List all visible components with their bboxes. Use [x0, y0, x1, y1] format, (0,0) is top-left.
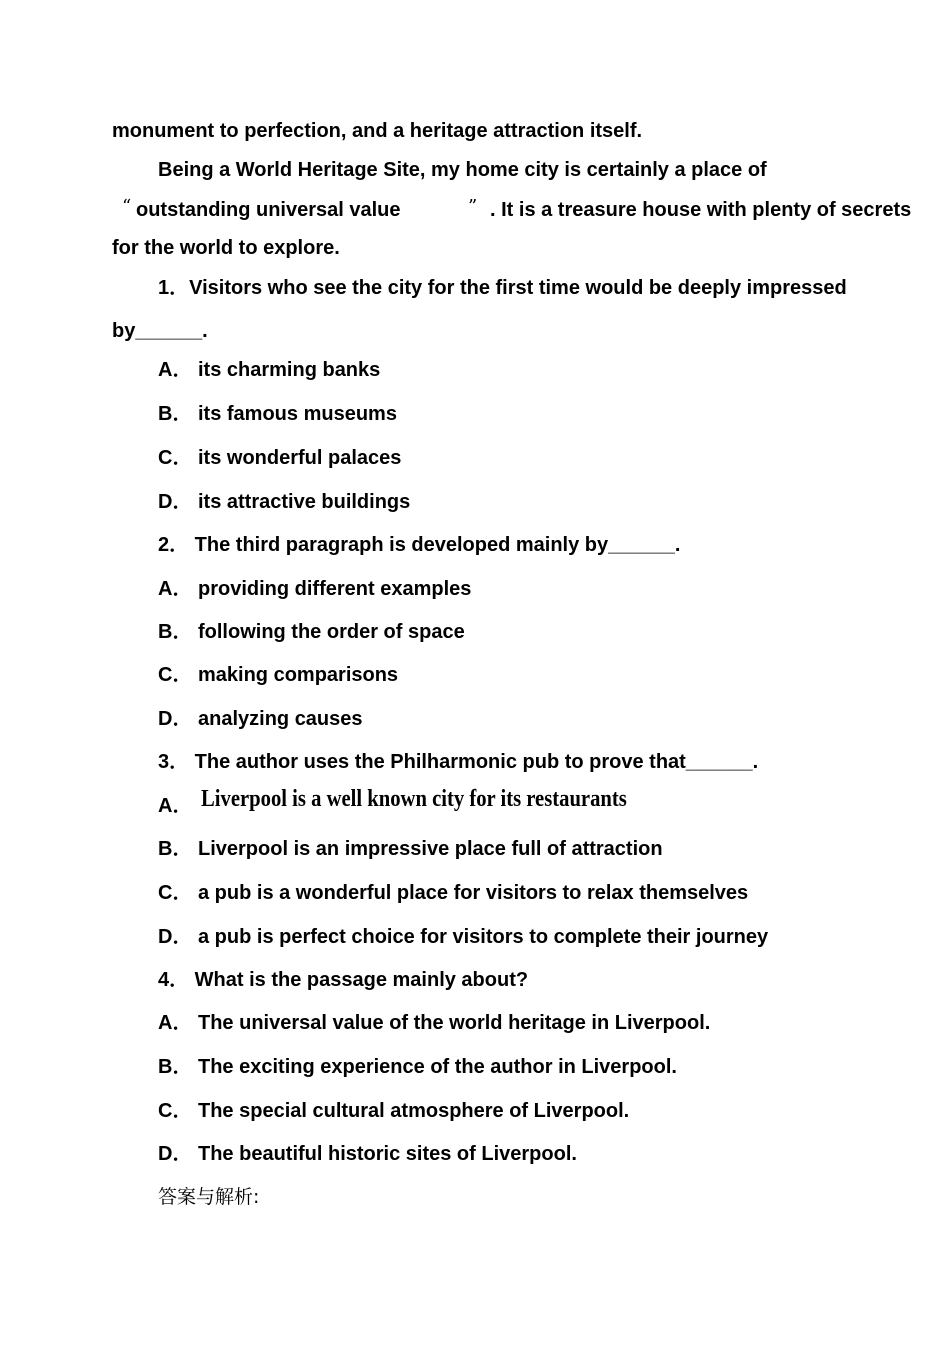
passage-line-3-end: . It is a treasure house with plenty of secrets — [490, 199, 912, 221]
question-2-option-b: B． following the order of space — [158, 621, 465, 643]
question-3-option-c: C． a pub is a wonderful place for visitors to relax themselves — [158, 882, 749, 904]
question-2-stem: 2． The third paragraph is developed mainly by______. — [158, 534, 681, 556]
question-4-option-d: D． The beautiful historic sites of Liverpool. — [158, 1143, 577, 1165]
question-4-option-b: B． The exciting experience of the author in Liverpool. — [158, 1056, 677, 1078]
open-quote: “ — [122, 196, 132, 217]
question-1-stem: 1．Visitors who see the city for the first time would be deeply impressed — [158, 277, 847, 299]
question-1-option-c: C． its wonderful palaces — [158, 447, 402, 469]
answer-heading: 答案与解析: — [158, 1186, 260, 1208]
question-4-option-c: C． The special cultural atmosphere of Liverpool. — [158, 1100, 630, 1122]
question-3-option-a-letter: A． — [158, 795, 193, 817]
question-1-option-d: D． its attractive buildings — [158, 491, 411, 513]
question-4-option-a: A． The universal value of the world heritage in Liverpool. — [158, 1012, 711, 1034]
question-1-option-a: A． its charming banks — [158, 359, 381, 381]
question-1-stem-cont: by______. — [112, 320, 208, 342]
question-3-option-d: D． a pub is perfect choice for visitors to complete their journey — [158, 926, 769, 948]
question-4-stem: 4． What is the passage mainly about? — [158, 969, 529, 991]
passage-line-1: monument to perfection, and a heritage attraction itself. — [112, 120, 643, 142]
passage-line-4: for the world to explore. — [112, 237, 340, 259]
question-2-option-d: D． analyzing causes — [158, 708, 363, 730]
question-1-option-b: B． its famous museums — [158, 403, 397, 425]
question-3-option-b: B． Liverpool is an impressive place full of attraction — [158, 838, 663, 860]
passage-line-2: Being a World Heritage Site, my home city is certainly a place of — [158, 159, 767, 181]
question-3-option-a-text: Liverpool is a well known city for its restaurants — [201, 786, 627, 812]
question-3-stem: 3． The author uses the Philharmonic pub to prove that______. — [158, 751, 759, 773]
close-quote: ” — [468, 196, 478, 217]
passage-line-3-start: outstanding universal value — [136, 199, 401, 221]
question-2-option-c: C． making comparisons — [158, 664, 399, 686]
question-2-option-a: A． providing different examples — [158, 578, 472, 600]
